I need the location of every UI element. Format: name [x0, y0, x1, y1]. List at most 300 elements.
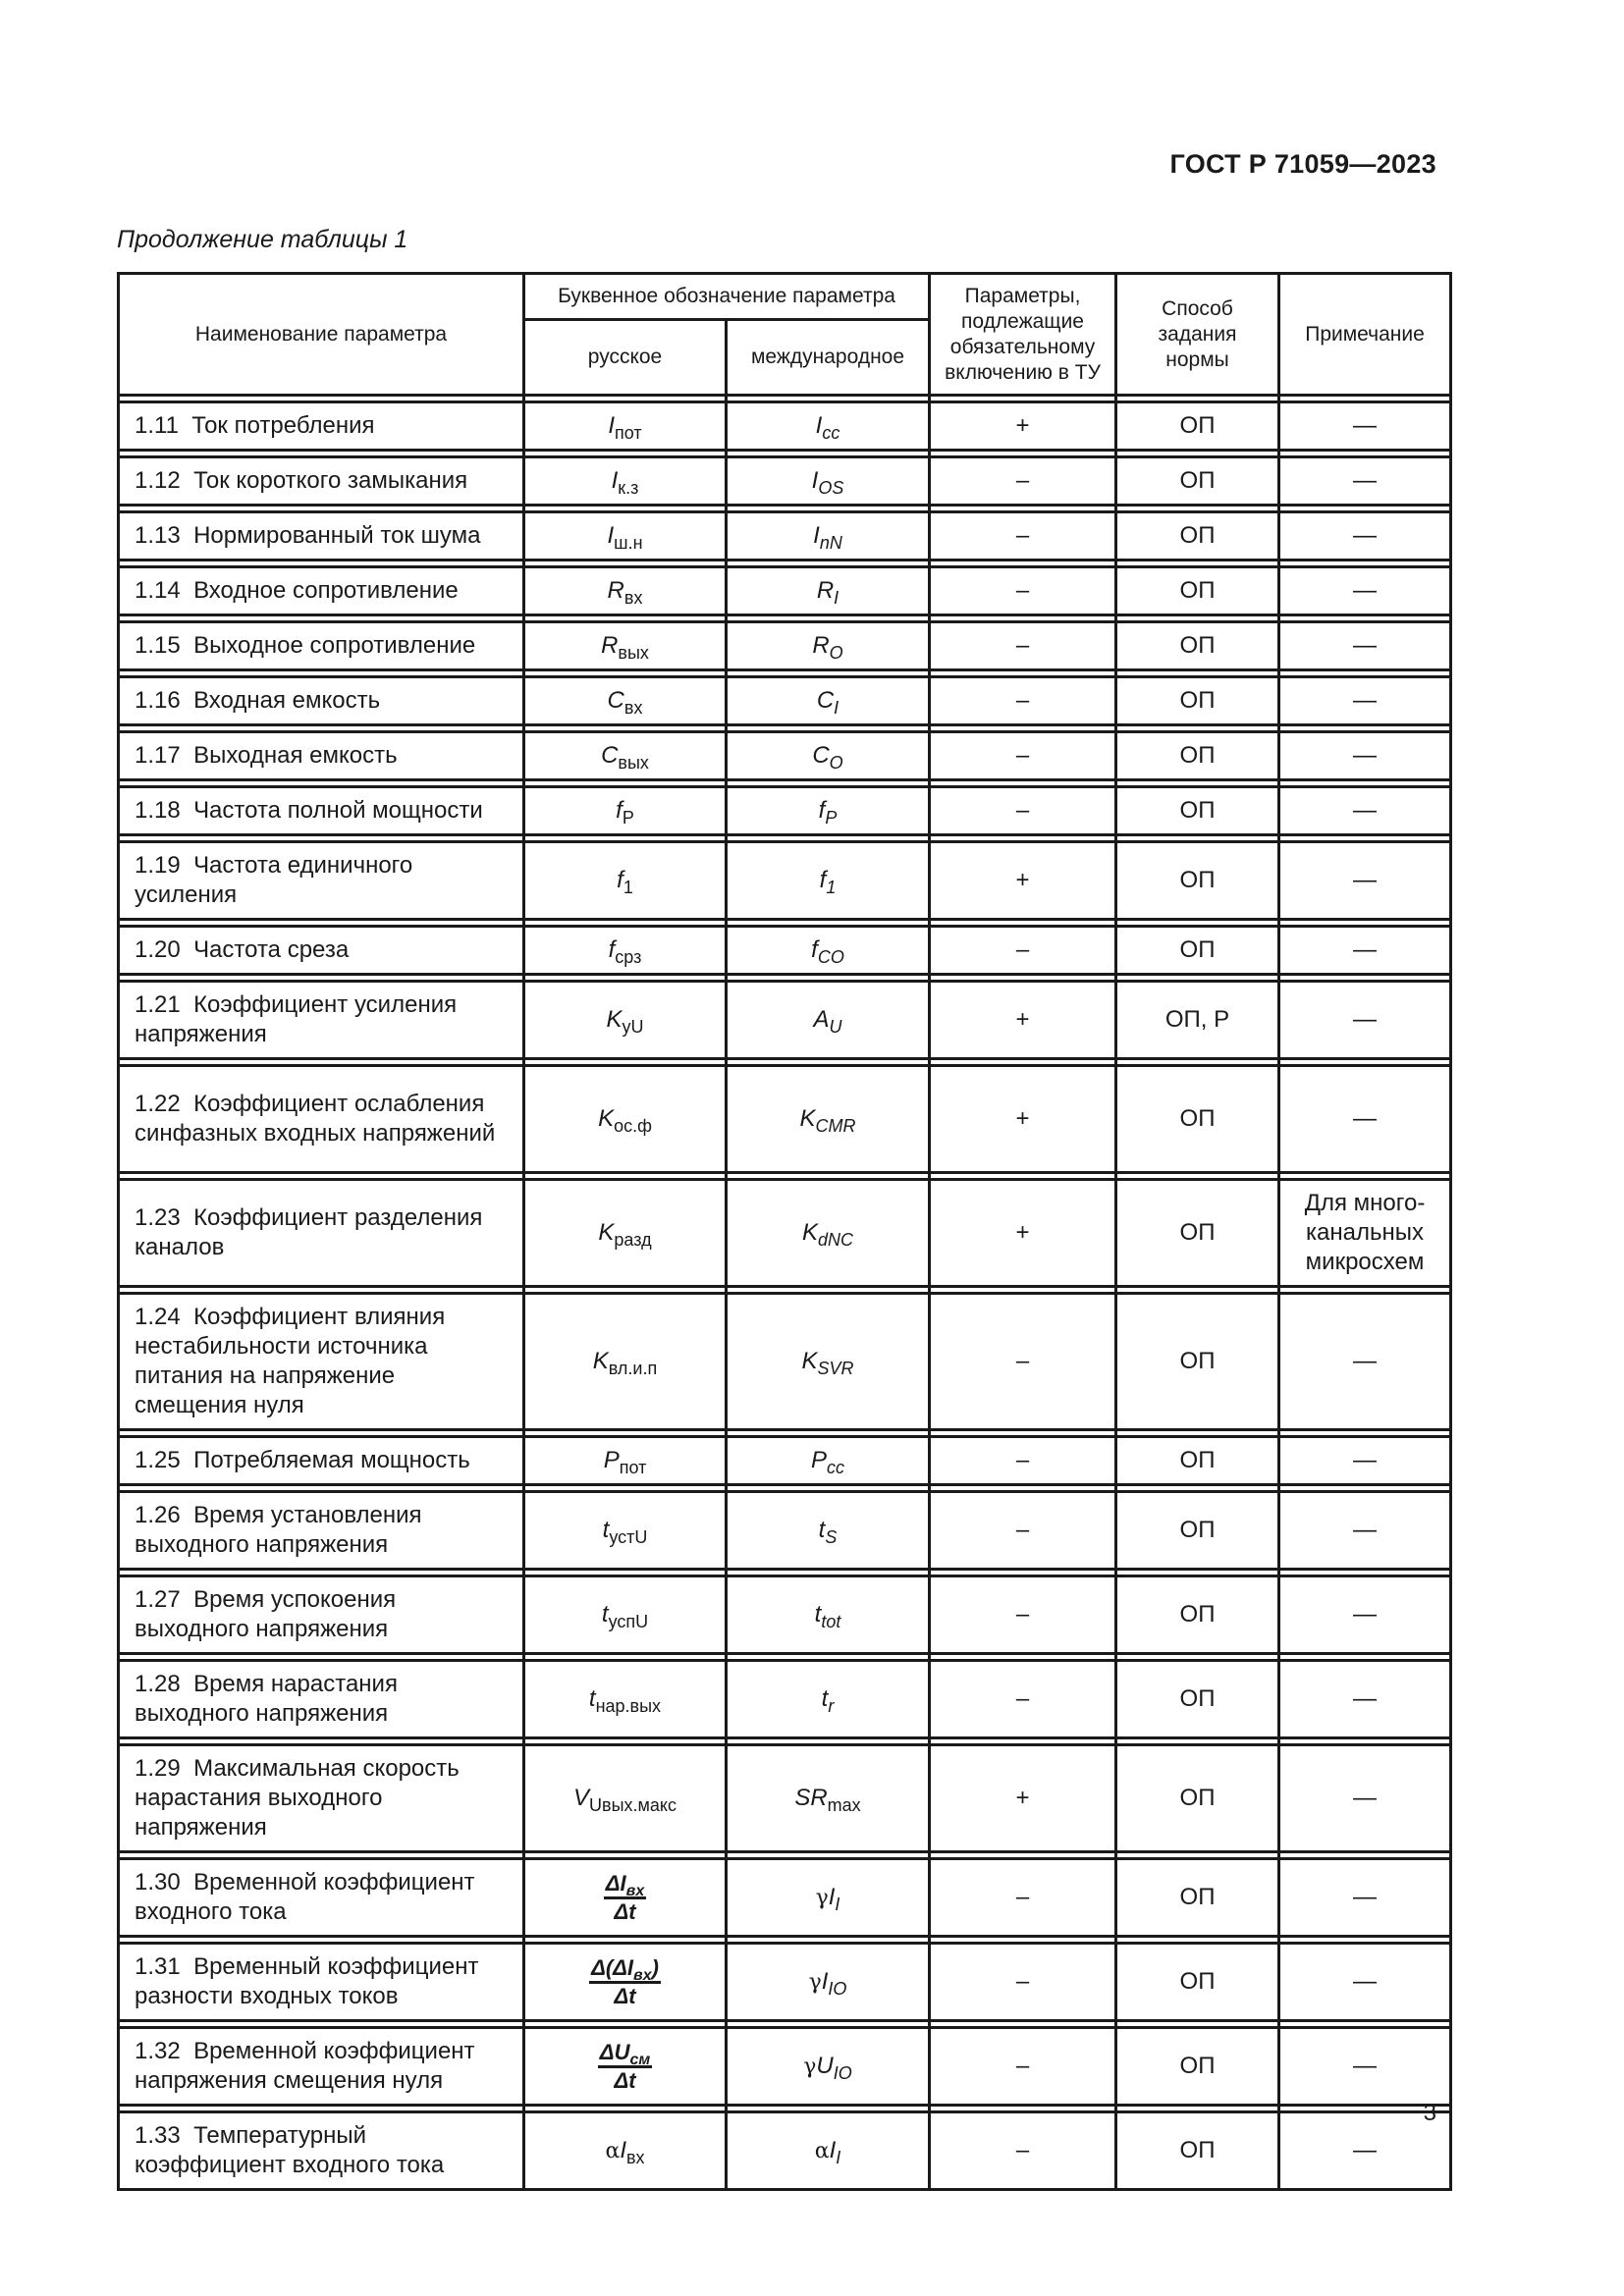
- intl-symbol-cell: [727, 1180, 930, 1287]
- col-header-note: Примечание: [1279, 274, 1451, 396]
- symbol-subscript: OS: [818, 478, 844, 498]
- intl-symbol-cell: [727, 1859, 930, 1937]
- symbol-subscript: вых: [618, 643, 649, 663]
- symbol-subscript: пот: [615, 423, 642, 443]
- symbol-subscript: U: [829, 1017, 842, 1037]
- symbol-subscript: P: [622, 808, 634, 828]
- param-name: Температурный коэффициент входного тока: [135, 2122, 445, 2178]
- symbol-subscript: к.з: [618, 478, 639, 498]
- norm-method: ОП: [1116, 567, 1279, 615]
- symbol-main: K: [606, 1006, 623, 1033]
- param-name-cell: [119, 787, 524, 835]
- table-row: [119, 2028, 1451, 2106]
- param-name: Время установления выходного напряжения: [135, 1502, 422, 1558]
- note: —: [1279, 842, 1451, 920]
- ru-symbol-cell: [524, 732, 727, 780]
- symbol-main: I: [821, 1967, 829, 1995]
- table-row: [119, 512, 1451, 561]
- table-row: [119, 1492, 1451, 1570]
- param-name: Частота полной мощности: [193, 797, 483, 824]
- table-row: [119, 677, 1451, 725]
- param-name-cell: [119, 2112, 524, 2190]
- symbol-main: P: [811, 1447, 828, 1473]
- required-flag: –: [930, 1437, 1116, 1485]
- numerator-main: ΔI: [605, 1870, 626, 1896]
- note: Для много-канальных микросхем: [1279, 1180, 1451, 1287]
- table-row: [119, 1745, 1451, 1852]
- ru-symbol-cell: [524, 1180, 727, 1287]
- norm-method: ОП: [1116, 402, 1279, 451]
- norm-method: ОП: [1116, 677, 1279, 725]
- numerator-main: Δ(ΔI: [591, 1954, 634, 1980]
- param-name-cell: [119, 842, 524, 920]
- ru-symbol-cell: [524, 567, 727, 615]
- param-number: 1.23: [135, 1204, 181, 1231]
- param-number: 1.12: [135, 467, 181, 494]
- symbol-main: I: [608, 412, 616, 439]
- document-header: ГОСТ Р 71059—2023: [1169, 149, 1436, 179]
- param-number: 1.15: [135, 632, 181, 659]
- symbol-subscript: 1: [826, 878, 837, 897]
- numerator-suffix: ): [651, 1954, 659, 1980]
- ru-symbol-cell: [524, 1492, 727, 1570]
- ru-symbol-cell: [524, 927, 727, 975]
- ru-symbol: [607, 687, 643, 718]
- param-name: Временной коэффициент входного тока: [135, 1869, 475, 1925]
- note: —: [1279, 732, 1451, 780]
- note: —: [1279, 1066, 1451, 1173]
- param-name: Коэффициент разделения каналов: [135, 1204, 483, 1260]
- table-row: [119, 927, 1451, 975]
- ru-symbol: [592, 1348, 658, 1378]
- table-row: [119, 1294, 1451, 1430]
- symbol-subscript: вх: [623, 588, 643, 608]
- intl-symbol: [815, 412, 840, 443]
- symbol-subscript: I: [834, 698, 839, 718]
- table-row: [119, 1944, 1451, 2021]
- symbol-subscript: yU: [622, 1017, 644, 1037]
- table-row: [119, 732, 1451, 780]
- param-number: 1.29: [135, 1755, 181, 1782]
- note: —: [1279, 402, 1451, 451]
- fraction-numerator: [598, 2040, 652, 2068]
- norm-method: ОП: [1116, 1944, 1279, 2021]
- param-name-cell: [119, 1745, 524, 1852]
- ru-symbol-cell: [524, 402, 727, 451]
- ru-symbol: [602, 1517, 648, 1547]
- symbol-prefix: γ: [808, 1969, 822, 1995]
- symbol-subscript: CMR: [815, 1116, 856, 1136]
- required-flag: –: [930, 2028, 1116, 2106]
- intl-symbol-cell: [727, 1944, 930, 2021]
- symbol-subscript: ос.ф: [614, 1116, 652, 1136]
- symbol-subscript: пот: [619, 1458, 647, 1477]
- param-name: Частота среза: [193, 936, 350, 963]
- required-flag: –: [930, 567, 1116, 615]
- intl-symbol: [816, 577, 839, 608]
- param-name-cell: [119, 457, 524, 506]
- symbol-main: t: [821, 1685, 829, 1712]
- table-row: [119, 1661, 1451, 1738]
- col-header-letter-group: Буквенное обозначение параметра: [524, 274, 930, 320]
- symbol-main: R: [601, 632, 619, 659]
- intl-symbol: [803, 2052, 852, 2083]
- param-number: 1.22: [135, 1091, 181, 1117]
- param-number: 1.16: [135, 687, 181, 714]
- symbol-main: t: [601, 1601, 609, 1628]
- intl-symbol: [819, 867, 837, 897]
- param-name: Временной коэффициент напряжения смещения нуля: [135, 2038, 475, 2094]
- ru-symbol-cell: [524, 787, 727, 835]
- param-number: 1.28: [135, 1671, 181, 1697]
- symbol-subscript: dNC: [818, 1230, 854, 1250]
- symbol-subscript: разд: [614, 1230, 652, 1250]
- note: —: [1279, 787, 1451, 835]
- norm-method: ОП: [1116, 457, 1279, 506]
- norm-method: ОП: [1116, 1437, 1279, 1485]
- symbol-subscript: S: [825, 1527, 838, 1547]
- symbol-main: f: [617, 867, 623, 893]
- intl-symbol: [811, 467, 844, 498]
- symbol-subscript: I: [834, 588, 839, 608]
- norm-method: ОП: [1116, 2028, 1279, 2106]
- norm-method: ОП, Р: [1116, 982, 1279, 1059]
- ru-symbol-cell: [524, 1944, 727, 2021]
- table-row: [119, 842, 1451, 920]
- norm-method: ОП: [1116, 1492, 1279, 1570]
- symbol-main: C: [607, 687, 624, 714]
- symbol-main: f: [811, 936, 818, 963]
- note: —: [1279, 1492, 1451, 1570]
- symbol-prefix: γ: [803, 2054, 817, 2079]
- required-flag: –: [930, 787, 1116, 835]
- note: —: [1279, 1859, 1451, 1937]
- param-number: 1.24: [135, 1304, 181, 1330]
- required-flag: –: [930, 732, 1116, 780]
- symbol-subscript: O: [829, 643, 843, 663]
- fraction-numerator: [604, 1871, 646, 1899]
- symbol-main: SR: [794, 1785, 828, 1811]
- intl-symbol-cell: [727, 567, 930, 615]
- symbol-main: f: [608, 936, 616, 963]
- ru-symbol: [598, 1105, 652, 1136]
- parameters-table: [117, 272, 1452, 2191]
- required-flag: –: [930, 1944, 1116, 2021]
- required-flag: –: [930, 677, 1116, 725]
- norm-method: ОП: [1116, 1661, 1279, 1738]
- ru-symbol: [573, 1785, 677, 1815]
- norm-method: ОП: [1116, 927, 1279, 975]
- intl-symbol-cell: [727, 1576, 930, 1654]
- param-name: Входное сопротивление: [193, 577, 459, 604]
- required-flag: +: [930, 1745, 1116, 1852]
- ru-symbol-cell: [524, 1661, 727, 1738]
- ru-symbol: [598, 1219, 652, 1250]
- ru-symbol: [603, 1447, 647, 1477]
- norm-method: ОП: [1116, 842, 1279, 920]
- intl-symbol: [815, 1883, 840, 1914]
- param-name-cell: [119, 1180, 524, 1287]
- intl-symbol: [812, 632, 843, 663]
- param-number: 1.20: [135, 936, 181, 963]
- param-name-cell: [119, 982, 524, 1059]
- required-flag: +: [930, 982, 1116, 1059]
- param-name-cell: [119, 1859, 524, 1937]
- param-name: Выходное сопротивление: [193, 632, 476, 659]
- table-row: [119, 402, 1451, 451]
- required-flag: –: [930, 622, 1116, 670]
- symbol-subscript: nN: [819, 533, 842, 553]
- fraction-numerator: [589, 1955, 661, 1984]
- param-name-cell: [119, 622, 524, 670]
- symbol-subscript: IO: [833, 2062, 852, 2083]
- table-row: [119, 622, 1451, 670]
- norm-method: ОП: [1116, 622, 1279, 670]
- required-flag: +: [930, 1066, 1116, 1173]
- ru-symbol: [608, 412, 642, 443]
- param-name: Входная емкость: [193, 687, 381, 714]
- table-row: [119, 787, 1451, 835]
- intl-symbol-cell: [727, 732, 930, 780]
- numerator-subscript: см: [629, 2051, 651, 2068]
- note: —: [1279, 1576, 1451, 1654]
- intl-symbol: [811, 936, 844, 967]
- ru-symbol-cell: [524, 1745, 727, 1852]
- ru-symbol: [611, 467, 639, 498]
- table-row: [119, 982, 1451, 1059]
- param-name: Выходная емкость: [193, 742, 398, 769]
- required-flag: –: [930, 1661, 1116, 1738]
- param-number: 1.33: [135, 2122, 181, 2149]
- symbol-subscript: успU: [608, 1612, 649, 1631]
- note: —: [1279, 2112, 1451, 2190]
- intl-symbol-cell: [727, 787, 930, 835]
- symbol-subscript: вых: [618, 753, 649, 773]
- symbol-main: t: [588, 1685, 596, 1712]
- symbol-subscript: нар.вых: [595, 1696, 662, 1716]
- ru-symbol-cell: [524, 2028, 727, 2106]
- intl-symbol-cell: [727, 1661, 930, 1738]
- intl-symbol: [801, 1348, 854, 1378]
- intl-symbol: [812, 742, 843, 773]
- ru-symbol-fraction: [598, 2040, 652, 2094]
- symbol-subscript: CO: [817, 947, 844, 967]
- symbol-subscript: устU: [609, 1527, 648, 1547]
- param-name-cell: [119, 677, 524, 725]
- table-row: [119, 1437, 1451, 1485]
- numerator-subscript: вх: [633, 1966, 652, 1984]
- param-number: 1.19: [135, 852, 181, 879]
- ru-symbol-cell: [524, 1859, 727, 1937]
- intl-symbol-cell: [727, 457, 930, 506]
- ru-symbol-cell: [524, 982, 727, 1059]
- note: —: [1279, 622, 1451, 670]
- note: —: [1279, 982, 1451, 1059]
- symbol-main: K: [801, 1219, 818, 1246]
- table-row: [119, 1576, 1451, 1654]
- param-name: Коэффициент усиления напряжения: [135, 991, 458, 1047]
- param-number: 1.27: [135, 1586, 181, 1613]
- symbol-main: A: [813, 1006, 830, 1033]
- required-flag: –: [930, 1294, 1116, 1430]
- required-flag: –: [930, 1576, 1116, 1654]
- required-flag: +: [930, 402, 1116, 451]
- symbol-main: K: [598, 1105, 615, 1132]
- symbol-subscript: I: [836, 2147, 841, 2167]
- symbol-subscript: ш.н: [614, 533, 643, 553]
- symbol-main: I: [620, 2136, 626, 2163]
- symbol-main: I: [811, 467, 819, 494]
- note: —: [1279, 927, 1451, 975]
- symbol-main: R: [607, 577, 624, 604]
- param-name-cell: [119, 567, 524, 615]
- table-row: [119, 567, 1451, 615]
- symbol-subscript: I: [835, 1894, 840, 1914]
- intl-symbol-cell: [727, 512, 930, 561]
- intl-symbol-cell: [727, 1066, 930, 1173]
- param-number: 1.32: [135, 2038, 181, 2064]
- param-number: 1.25: [135, 1447, 181, 1473]
- intl-symbol: [816, 687, 839, 718]
- ru-symbol-fraction: [604, 1871, 646, 1925]
- param-name: Потребляемая мощность: [193, 1447, 470, 1473]
- intl-symbol-cell: [727, 2028, 930, 2106]
- param-name-cell: [119, 402, 524, 451]
- param-name: Время нарастания выходного напряжения: [135, 1671, 398, 1727]
- param-number: 1.17: [135, 742, 181, 769]
- col-header-intl: международное: [727, 320, 930, 396]
- symbol-subscript: tot: [821, 1612, 841, 1631]
- param-number: 1.18: [135, 797, 181, 824]
- numerator-main: ΔU: [599, 2039, 630, 2064]
- col-header-ru: русское: [524, 320, 727, 396]
- intl-symbol: [811, 1447, 845, 1477]
- col-header-name: Наименование параметра: [119, 274, 524, 396]
- ru-symbol: [617, 867, 633, 897]
- intl-symbol-cell: [727, 1492, 930, 1570]
- table-row: [119, 457, 1451, 506]
- intl-symbol-cell: [727, 1437, 930, 1485]
- note: —: [1279, 2028, 1451, 2106]
- symbol-main: U: [816, 2052, 834, 2079]
- ru-symbol-cell: [524, 457, 727, 506]
- numerator-subscript: вх: [625, 1882, 645, 1899]
- param-name: Временный коэффициент разности входных токов: [135, 1953, 479, 2009]
- symbol-main: I: [607, 522, 615, 549]
- norm-method: ОП: [1116, 1294, 1279, 1430]
- param-number: 1.30: [135, 1869, 181, 1896]
- intl-symbol: [794, 1785, 861, 1815]
- symbol-main: I: [828, 1883, 836, 1910]
- intl-symbol: [813, 1006, 842, 1037]
- col-header-required: Параметры, подлежащие обязательному включению в ТУ: [930, 274, 1116, 396]
- symbol-subscript: 1: [623, 878, 633, 897]
- symbol-main: f: [616, 797, 623, 824]
- required-flag: –: [930, 1859, 1116, 1937]
- note: —: [1279, 1661, 1451, 1738]
- symbol-subscript: срз: [615, 947, 642, 967]
- norm-method: ОП: [1116, 787, 1279, 835]
- fraction-denominator: Δt: [614, 2067, 636, 2093]
- param-name: Нормированный ток шума: [193, 522, 481, 549]
- required-flag: +: [930, 842, 1116, 920]
- symbol-main: t: [602, 1517, 610, 1543]
- param-name-cell: [119, 2028, 524, 2106]
- symbol-main: I: [813, 522, 820, 549]
- param-name-cell: [119, 512, 524, 561]
- ru-symbol: [601, 1601, 649, 1631]
- norm-method: ОП: [1116, 512, 1279, 561]
- note: —: [1279, 1437, 1451, 1485]
- fraction-denominator: Δt: [614, 1898, 636, 1924]
- ru-symbol: [616, 797, 634, 828]
- note: —: [1279, 1745, 1451, 1852]
- ru-symbol: [588, 1685, 662, 1716]
- symbol-main: C: [816, 687, 835, 714]
- intl-symbol-cell: [727, 402, 930, 451]
- norm-method: ОП: [1116, 732, 1279, 780]
- symbol-prefix: γ: [815, 1885, 829, 1910]
- ru-symbol: [607, 577, 643, 608]
- ru-symbol-cell: [524, 1437, 727, 1485]
- ru-symbol-fraction: [589, 1955, 661, 2009]
- required-flag: +: [930, 1180, 1116, 1287]
- intl-symbol-cell: [727, 2112, 930, 2190]
- intl-symbol-cell: [727, 622, 930, 670]
- intl-symbol-cell: [727, 1294, 930, 1430]
- intl-symbol-cell: [727, 982, 930, 1059]
- ru-symbol: [605, 2136, 645, 2167]
- symbol-main: C: [601, 742, 619, 769]
- note: —: [1279, 567, 1451, 615]
- ru-symbol: [607, 522, 643, 553]
- symbol-main: K: [598, 1219, 615, 1246]
- symbol-subscript: P: [825, 808, 838, 828]
- symbol-main: V: [573, 1785, 590, 1811]
- param-name-cell: [119, 927, 524, 975]
- required-flag: –: [930, 512, 1116, 561]
- param-name: Ток короткого замыкания: [193, 467, 468, 494]
- symbol-subscript: O: [829, 753, 843, 773]
- param-number: 1.26: [135, 1502, 181, 1528]
- symbol-subscript: max: [827, 1795, 861, 1815]
- norm-method: ОП: [1116, 2112, 1279, 2190]
- intl-symbol: [814, 2136, 841, 2167]
- symbol-prefix: α: [605, 2138, 621, 2163]
- symbol-main: I: [611, 467, 619, 494]
- note: —: [1279, 1944, 1451, 2021]
- param-number: 1.11: [135, 412, 179, 439]
- required-flag: –: [930, 927, 1116, 975]
- intl-symbol: [818, 797, 838, 828]
- symbol-subscript: cc: [827, 1458, 845, 1477]
- param-number: 1.13: [135, 522, 181, 549]
- symbol-main: I: [829, 2136, 837, 2163]
- param-name: Максимальная скорость нарастания выходного напряжения: [135, 1755, 460, 1841]
- table-row: [119, 1180, 1451, 1287]
- param-name: Ток потребления: [191, 412, 375, 439]
- ru-symbol-cell: [524, 1576, 727, 1654]
- norm-method: ОП: [1116, 1180, 1279, 1287]
- note: —: [1279, 457, 1451, 506]
- ru-symbol-cell: [524, 1066, 727, 1173]
- ru-symbol-cell: [524, 1294, 727, 1430]
- ru-symbol: [601, 742, 649, 773]
- symbol-main: R: [812, 632, 830, 659]
- page-number: 3: [1423, 2100, 1436, 2126]
- param-name-cell: [119, 1661, 524, 1738]
- fraction-denominator: Δt: [614, 1983, 636, 2008]
